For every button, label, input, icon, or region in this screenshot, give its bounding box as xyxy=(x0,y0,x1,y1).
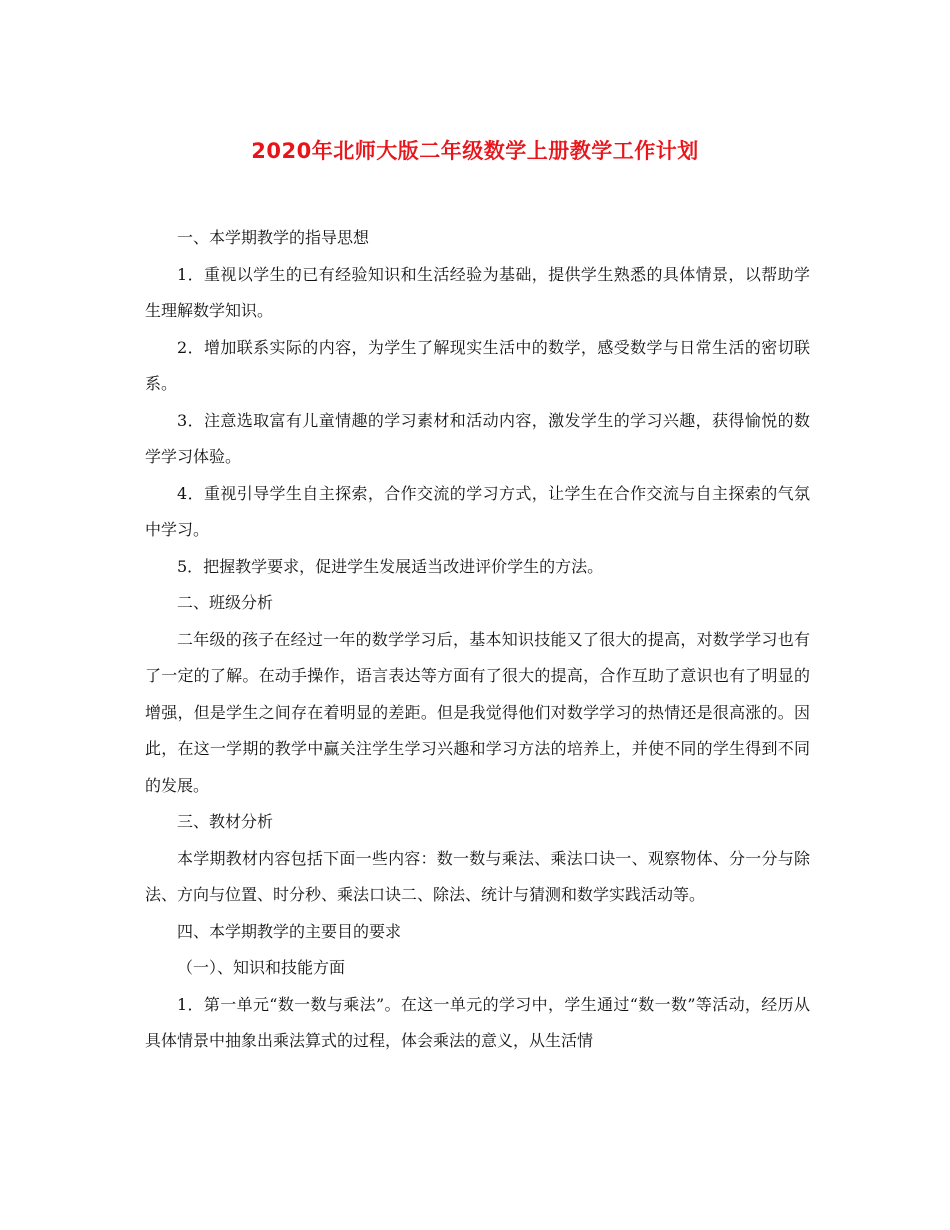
body-paragraph: 5．把握教学要求，促进学生发展适当改进评价学生的方法。 xyxy=(177,556,604,576)
body-paragraph: 3．注意选取富有儿童情趣的学习素材和活动内容，激发学生的学习兴趣，获得愉悦的数学学习体验。 xyxy=(145,410,810,466)
body-paragraph: 1．第一单元“数一数与乘法”。在这一单元的学习中，学生通过“数一数”等活动，经历从具体情景中抽象出乘法算式的过程，体会乘法的意义，从生活情 xyxy=(145,994,810,1050)
document-title: 2020年北师大版二年级数学上册教学工作计划 xyxy=(251,139,699,163)
section-heading-guiding-ideology: 一、本学期教学的指导思想 xyxy=(177,228,370,247)
section-heading-teaching-goals: 四、本学期教学的主要目的要求 xyxy=(177,921,402,941)
body-paragraph: 本学期教材内容包括下面一些内容：数一数与乘法、乘法口诀一、观察物体、分一分与除法、方向与位置、时分秒、乘法口诀二、除法、统计与猜测和数学实践活动等。 xyxy=(145,848,810,904)
section-heading-class-analysis: 二、班级分析 xyxy=(177,593,274,612)
document-body xyxy=(145,220,810,1060)
subsection-heading-knowledge-skills: （一）、知识和技能方面 xyxy=(177,958,346,977)
body-paragraph: 2．增加联系实际的内容，为学生了解现实生活中的数学，感受数学与日常生活的密切联系。 xyxy=(145,337,810,393)
body-paragraph: 4．重视引导学生自主探索，合作交流的学习方式，让学生在合作交流与自主探索的气氛中学习。 xyxy=(145,483,810,539)
body-paragraph: 二年级的孩子在经过一年的数学学习后，基本知识技能又了很大的提高，对数学学习也有了一定的了解。在动手操作，语言表达等方面有了很大的提高，合作互助了意识也有了明显的增强，但是学生之间存在着明显的差距。但是我觉得他们对数学学习的热情还是很高涨的。因此，在这一学期的教学中赢关注学生学习兴趣和学习方法的培养上，并使不同的学生得到不同的发展。 xyxy=(145,629,810,795)
section-heading-textbook-analysis: 三、教材分析 xyxy=(177,812,274,831)
body-paragraph: 1．重视以学生的已有经验知识和生活经验为基础，提供学生熟悉的具体情景，以帮助学生理解数学知识。 xyxy=(145,264,810,320)
